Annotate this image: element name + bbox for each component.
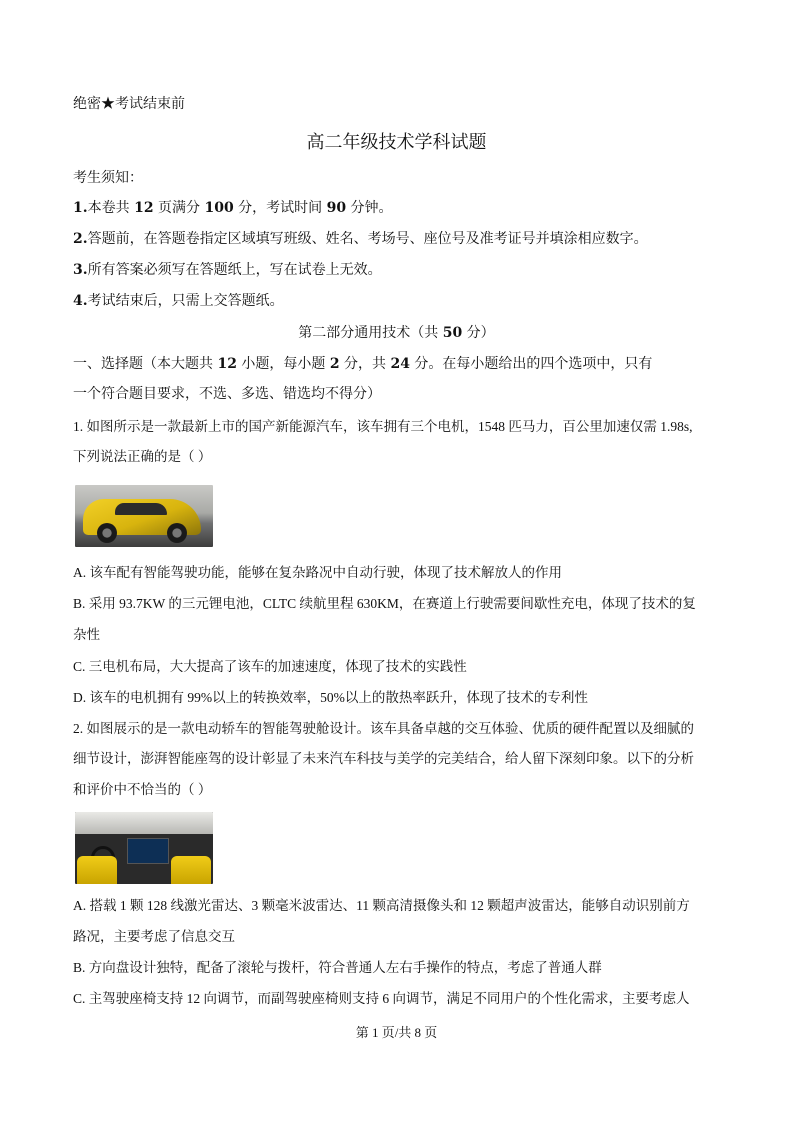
notice-item-2 bbox=[73, 229, 648, 249]
notice-item-1 bbox=[73, 198, 393, 218]
question-1-option-c: C. 三电机布局，大大提高了该车的加速速度，体现了技术的实践性 bbox=[73, 659, 467, 674]
question-1-stem-line1: 1. 如图所示是一款最新上市的国产新能源汽车，该车拥有三个电机，1548 匹马力，百公里加速仅需 1.98s, bbox=[73, 419, 693, 434]
car-wheel-front bbox=[97, 523, 117, 543]
cabin-roof bbox=[75, 812, 213, 834]
question-1-stem-line2: 下列说法正确的是（ ） bbox=[73, 449, 212, 464]
question-1-option-b-line1: B. 采用 93.7KW 的三元锂电池，CLTC 续航里程 630KM，在赛道上行驶需要间歇性充电，体现了技术的复 bbox=[73, 596, 696, 611]
notice-num: 1. bbox=[73, 200, 88, 216]
instruction-text: 小题，每小题 bbox=[236, 356, 330, 372]
section-score: 50 bbox=[442, 325, 463, 341]
instruction-number: 2 bbox=[329, 356, 340, 372]
instruction-number: 12 bbox=[217, 356, 237, 372]
center-screen bbox=[127, 838, 169, 864]
notice-number: 100 bbox=[204, 200, 234, 216]
notice-num: 4. bbox=[73, 293, 88, 309]
section-instruction-line2: 一个符合题目要求，不选、多选、错选均不得分） bbox=[73, 386, 381, 402]
car-interior-cockpit-image bbox=[75, 812, 213, 884]
notice-heading: 考生须知： bbox=[73, 170, 143, 186]
question-1-option-d: D. 该车的电机拥有 99%以上的转换效率，50%以上的散热率跃升，体现了技术的专利性 bbox=[73, 690, 588, 705]
question-1-option-a: A. 该车配有智能驾驶功能，能够在复杂路况中自动行驶，体现了技术解放人的作用 bbox=[73, 565, 562, 580]
notice-num: 3. bbox=[73, 262, 88, 278]
question-2-stem-line1: 2. 如图展示的是一款电动轿车的智能驾驶舱设计。该车具备卓越的交互体验、优质的硬件配置以及细腻的 bbox=[73, 721, 694, 736]
question-2-stem-line2: 细节设计，澎湃智能座驾的设计彰显了未来汽车科技与美学的完美结合，给人留下深刻印象。以下的分析 bbox=[73, 751, 694, 766]
page-footer: 第 1 页/共 8 页 bbox=[355, 1025, 438, 1040]
notice-text: 答题前，在答题卷指定区域填写班级、姓名、考场号、座位号及准考证号并填涂相应数字。 bbox=[87, 231, 648, 247]
section-title-text: 分） bbox=[462, 325, 495, 341]
question-2-option-b: B. 方向盘设计独特，配备了滚轮与拨杆，符合普通人左右手操作的特点，考虑了普通人群 bbox=[73, 960, 602, 975]
question-2-option-c-line1: C. 主驾驶座椅支持 12 向调节，而副驾驶座椅则支持 6 向调节，满足不同用户的个性化需求，主要考虑人 bbox=[73, 991, 690, 1006]
notice-text: 分钟。 bbox=[346, 200, 393, 216]
section-title bbox=[0, 322, 793, 342]
instruction-text: 一、选择题（本大题共 bbox=[73, 356, 218, 372]
notice-text: 所有答案必须写在答题纸上，写在试卷上无效。 bbox=[87, 262, 382, 278]
question-2-option-a-line1: A. 搭载 1 颗 128 线激光雷达、3 颗毫米波雷达、11 颗高清摄像头和 12 颗超声波雷达，能够自动识别前方 bbox=[73, 898, 690, 913]
car-wheel-rear bbox=[167, 523, 187, 543]
question-1-option-b-line2: 杂性 bbox=[73, 627, 100, 642]
section-title-text: 第二部分通用技术（共 bbox=[298, 325, 443, 341]
car-window bbox=[115, 503, 167, 515]
section-instruction-line1 bbox=[73, 354, 652, 374]
passenger-seat bbox=[171, 856, 211, 884]
notice-number: 12 bbox=[134, 200, 154, 216]
notice-text: 本卷共 bbox=[87, 200, 135, 216]
notice-item-4 bbox=[73, 291, 284, 311]
page-title: 高二年级技术学科试题 bbox=[306, 132, 487, 153]
instruction-text: 分，共 bbox=[339, 356, 391, 372]
notice-text: 分，考试时间 bbox=[233, 200, 327, 216]
question-2-stem-line3: 和评价中不恰当的（ ） bbox=[73, 782, 212, 797]
notice-text: 页满分 bbox=[153, 200, 205, 216]
notice-number: 90 bbox=[326, 200, 347, 216]
question-2-option-a-line2: 路况，主要考虑了信息交互 bbox=[73, 929, 235, 944]
notice-num: 2. bbox=[73, 231, 88, 247]
notice-text: 考试结束后，只需上交答题纸。 bbox=[87, 293, 284, 309]
secret-label: 绝密★考试结束前 bbox=[73, 96, 185, 112]
instruction-text: 分。在每小题给出的四个选项中，只有 bbox=[409, 356, 653, 372]
notice-item-3 bbox=[73, 260, 382, 280]
driver-seat bbox=[77, 856, 117, 884]
instruction-number: 24 bbox=[390, 356, 410, 372]
yellow-sports-car-image bbox=[75, 485, 213, 547]
